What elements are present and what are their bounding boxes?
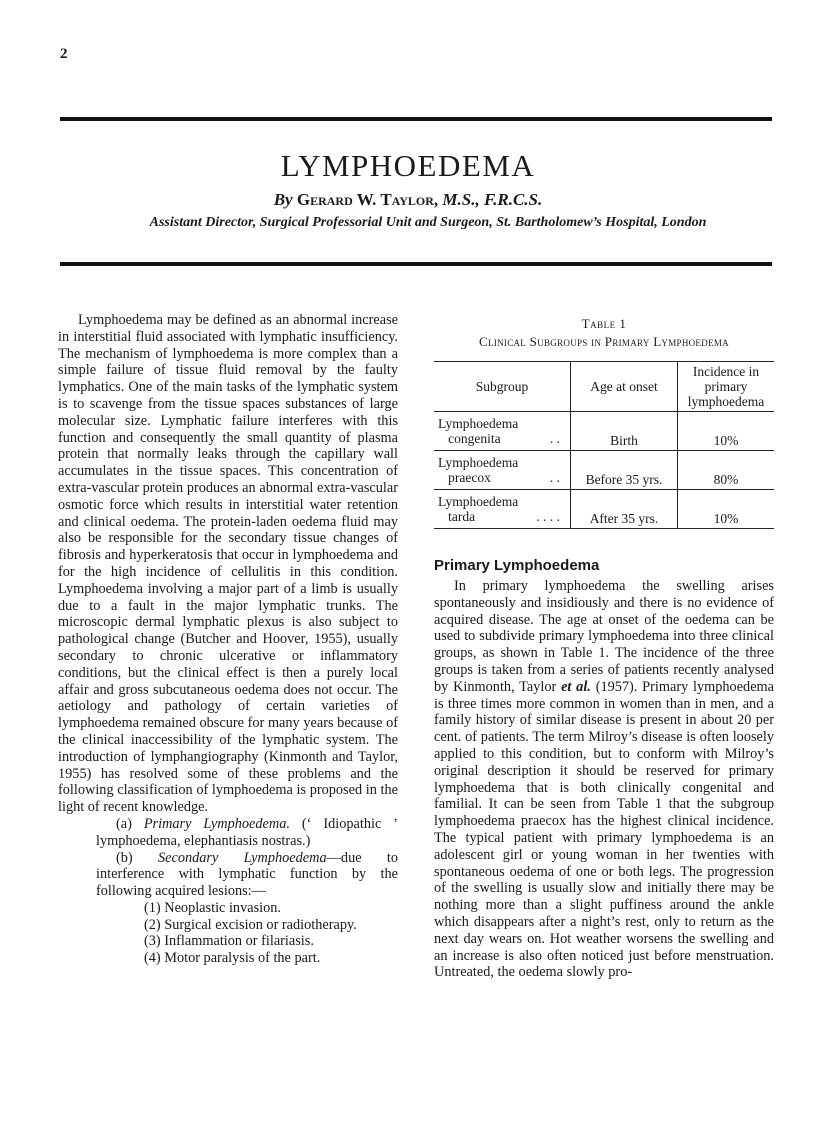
et-al: et al. (561, 678, 591, 695)
onset-cell: Before 35 yrs. (571, 451, 678, 490)
lesion-item: (4) Motor paralysis of the part. (144, 950, 321, 967)
leader-dots: . . (549, 470, 560, 485)
lesion-item: (2) Surgical excision or radiotherapy. (144, 916, 357, 933)
item-a-label: (a) (116, 815, 132, 832)
table-row (434, 490, 774, 529)
header-age-at-onset: Age at onset (571, 362, 678, 412)
onset-cell: Birth (571, 412, 678, 451)
lesion-item: (3) Inflammation or filariasis. (144, 933, 314, 950)
subgroup-cell (434, 490, 571, 529)
item-b-text: —due to interference with lymphatic function by the following acquired lesions:— (96, 849, 399, 900)
classification-item-b (58, 850, 398, 900)
leader-dots: . . (549, 431, 560, 446)
item-b-label: (b) (116, 849, 133, 866)
subgroup-line1: Lymphoedema (438, 494, 519, 509)
leader-dots: . . . . (536, 509, 560, 524)
incidence-cell: 10% (678, 490, 775, 529)
primary-lymphoedema-paragraph (434, 578, 774, 981)
subgroup-line2: praecox (448, 470, 491, 485)
subgroup-line2: congenita (448, 431, 501, 446)
table-caption: Clinical Subgroups in Primary Lymphoedema (479, 334, 729, 349)
incidence-cell: 10% (678, 412, 775, 451)
subgroup-line1: Lymphoedema (438, 455, 519, 470)
left-column (58, 312, 398, 967)
article-title: LYMPHOEDEMA (280, 148, 536, 183)
header-incidence: Incidence in primary lymphoedema (678, 362, 775, 412)
subgroups-table (434, 361, 774, 529)
table-row (434, 412, 774, 451)
author-affiliation: Assistant Director, Surgical Professorial Unit and Surgeon, St. Bartholomew’s Hospital, London (149, 215, 707, 230)
byline (0, 190, 816, 210)
subgroup-line2: tarda (448, 509, 476, 524)
right-column (434, 578, 774, 981)
section-heading-primary-lymphoedema: Primary Lymphoedema (434, 557, 600, 574)
byline-prefix: By (273, 190, 293, 209)
item-b-title: Secondary Lymphoedema (158, 849, 327, 866)
subgroup-cell (434, 412, 571, 451)
lesion-item: (1) Neoplastic invasion. (144, 899, 281, 916)
intro-paragraph: Lymphoedema may be defined as an abnormal increase in interstitial fluid associated with lymphatic insufficiency. The mechanism of lymphoedema is more complex than a simple failure of tissue fluid removal by the faulty lymphatics. One of the main tasks of the lymphatic system is to scavenge from the tissue spaces substances of large molecular size. Lymphatic failure interferes with this function and consequently the small quantity of plasma protein that normally leaks through the capillary wall accumulates in the tissue spaces. This concentration of extra-vascular protein produces an abnormal extra-vascular osmotic force which results in interstitial water retention and clinical oedema. The protein-laden oedema fluid may also be responsible for the secondary tissue changes of fibrosis and hyperkeratosis that occur in lymphoedema and for the high incidence of cellulitis in this condition. Lymphoedema involving a major part of a limb is usually due to a fault in the major lymphatic trunks. The microscopic dermal lymphatic plexus is also subject to pathological change (Butcher and Hoover, 1955), usually secondary to chronic ulcerative or inflammatory conditions, but the clinical effect is then a purely local affair and gross subcutaneous oedema does not occur. The aetiology and pathology of certain varieties of lymphoedema remained obscure for many years because of the clinical inaccessibility of the lymphatic system. The introduction of lymphangiography (Kinmonth and Taylor, 1955) has resolved some of these problems and the following classification of lymphoedema is proposed in the light of recent knowledge. (58, 312, 398, 816)
incidence-cell: 80% (678, 451, 775, 490)
paragraph-text-1: In primary lymphoedema the swelling arises spontaneously and insidiously and there is no evidence of acquired disease. The age at onset of the oedema can be used to subdivide primary lymphoedema into three clinical groups, as shown in Table 1. The incidence of the three groups is taken from a series of patients recently analysed by Kinmonth, Taylor (434, 578, 774, 695)
subgroup-cell (434, 451, 571, 490)
header-subgroup: Subgroup (434, 362, 571, 412)
paragraph-text-2: (1957). Primary lymphoedema is three times more common in women than in men, and a family history of similar disease is present in about 20 per cent. of patients. The term Milroy’s disease is often loosely applied to this condition, but to conform with Milroy’s original description it should be reserved for primary lymphoedema that is both clinically congenital and familial. It can be seen from Table 1 that the subgroup lymphoedema praecox has the highest clinical incidence. The typical patient with primary lymphoedema is an adolescent girl or young woman in her twenties with spontaneous oedema of one or both legs. The progression of the swelling is usually slow and initially there may be nothing more than a slight puffiness around the ankle which disappears after a night’s rest, only to return as the next day wears on. Hot weather worsens the swelling and an increase is also often noticed just before menstruation. Untreated, the oedema slowly pro- (434, 678, 775, 981)
table-row (434, 451, 774, 490)
item-a-text: (‘ Idiopathic ’ lymphoedema, elephantiasis nostras.) (96, 815, 398, 849)
item-a-title: Primary Lymphoedema. (143, 815, 290, 832)
table-header-row (434, 362, 774, 412)
classification-item-a (58, 816, 398, 850)
onset-cell: After 35 yrs. (571, 490, 678, 529)
page-number: 2 (60, 46, 68, 62)
table-label: Table 1 (581, 316, 627, 331)
top-rule (60, 117, 772, 121)
subgroup-line1: Lymphoedema (438, 416, 519, 431)
header-rule (60, 262, 772, 266)
author-name: Gerard W. Taylor, (296, 190, 439, 209)
author-credentials: M.S., F.R.C.S. (442, 190, 543, 209)
